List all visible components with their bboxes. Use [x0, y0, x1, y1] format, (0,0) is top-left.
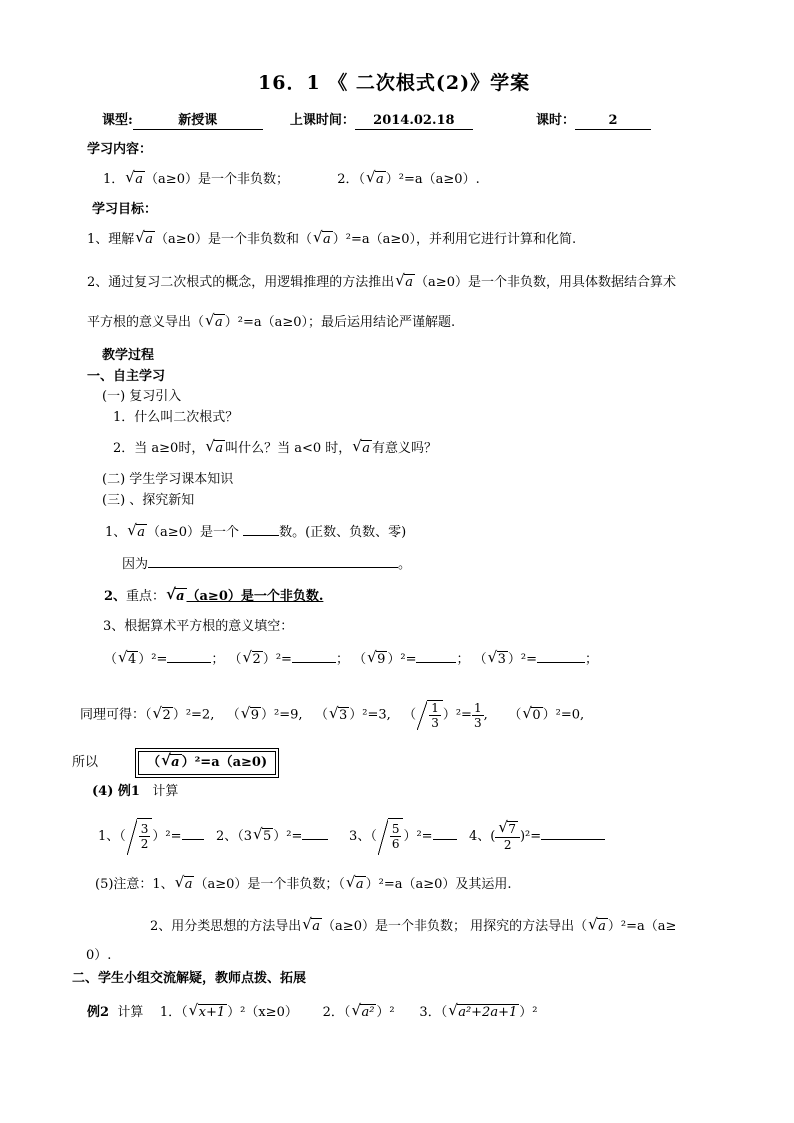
- example-2: 例2 计算 1．（√ x+1 ）²（x≥0） 2．（√ a² ）² 3．（√ a²+2a+1 ）²: [87, 1003, 537, 1023]
- section-1: 一、自主学习: [87, 369, 166, 384]
- sub-2: (二) 学生学习课本知识: [102, 472, 234, 487]
- sub-3: (三) 、探究新知: [102, 493, 195, 508]
- goal-2-cont: 平方根的意义导出（√ a ）²=a（a≥0）；最后运用结论严谨解题.: [87, 313, 455, 333]
- example-1-items: 1、（ $\frac{3}{2}$ ）²= 2、（3√ 5 ）²= 3、（ $\frac{5}{6}$ ）²= 4、( √ $\frac{7}{2}$ )²=: [98, 818, 605, 855]
- explore-1: 1、√ a （a≥0）是一个 数。(正数、负数、零): [105, 521, 406, 543]
- blank-fill-4[interactable]: [537, 648, 585, 663]
- goal-2: 2、通过复习二次根式的概念，用逻辑推理的方法推出√ a （a≥0）是一个非负数，用具体数据结合算术: [87, 273, 676, 293]
- section-2: 二、学生小组交流解疑，教师点拨、拓展: [72, 971, 307, 986]
- question-2: 2．当 a≥0时，√ a 叫什么？当 a<0 时，√ a 有意义吗？: [113, 439, 437, 459]
- sub-1: (一) 复习引入: [102, 389, 182, 404]
- fill-row: （√ 4 ）²= ； （√ 2 ）²= ； （√ 9 ）²= ； （√ 3 ）²= ；: [104, 648, 598, 670]
- note-2-end: 0）.: [86, 948, 112, 963]
- same-row: 同理可得：（√ 2 ）²=2, （√ 9 ）²=9, （√ 3 ）²=3, （ $\frac{1}{3}$ ）²= $\frac{1}{3}$ , （√ 0 ）²=0,: [80, 700, 584, 730]
- blank-fill-3[interactable]: [416, 648, 456, 663]
- date-label: 上课时间：: [289, 113, 355, 128]
- example-1-heading: (4) 例1 计算: [92, 784, 179, 799]
- type-label: 课型:: [102, 113, 133, 128]
- blank-fill-1[interactable]: [167, 648, 211, 663]
- content-items: 1．√ a （a≥0）是一个非负数； 2．（√ a ）²=a（a≥0）.: [103, 170, 480, 190]
- question-1: 1．什么叫二次根式？: [113, 410, 239, 425]
- blank-because[interactable]: [148, 553, 398, 568]
- date-value: 2014.02.18: [355, 113, 473, 130]
- content-heading: 学习内容：: [87, 142, 153, 157]
- because-line: 因为 。: [122, 553, 411, 575]
- blank-sign[interactable]: [243, 521, 279, 536]
- fill-intro: 3、根据算术平方根的意义填空：: [103, 619, 294, 634]
- note-2: 2、用分类思想的方法导出√ a （a≥0）是一个非负数； 用探究的方法导出（√ a ）²=a（a≥: [150, 917, 676, 937]
- note-1: (5)注意：1、√ a （a≥0）是一个非负数；（√ a ）²=a（a≥0）及其运用.: [95, 875, 512, 895]
- conclusion-box: （√ a ）²=a（a≥0): [138, 751, 276, 775]
- page-title: 16．1 《 二次根式(2)》学案: [258, 72, 531, 94]
- conclusion-row: 所以 （√ a ）²=a（a≥0): [72, 751, 276, 775]
- blank-fill-2[interactable]: [292, 648, 336, 663]
- key-point: 2、重点：√ a （a≥0）是一个非负数.: [104, 587, 323, 607]
- process-heading: 教学过程: [102, 348, 155, 363]
- goals-heading: 学习目标：: [92, 202, 158, 217]
- lesson-meta: [102, 111, 651, 131]
- goal-1: 1、理解√ a （a≥0）是一个非负数和（√ a ）²=a（a≥0），并利用它进行计算和化简.: [87, 230, 576, 250]
- type-value: 新授课: [133, 113, 263, 130]
- period-value: 2: [575, 113, 651, 130]
- period-label: 课时：: [535, 113, 575, 128]
